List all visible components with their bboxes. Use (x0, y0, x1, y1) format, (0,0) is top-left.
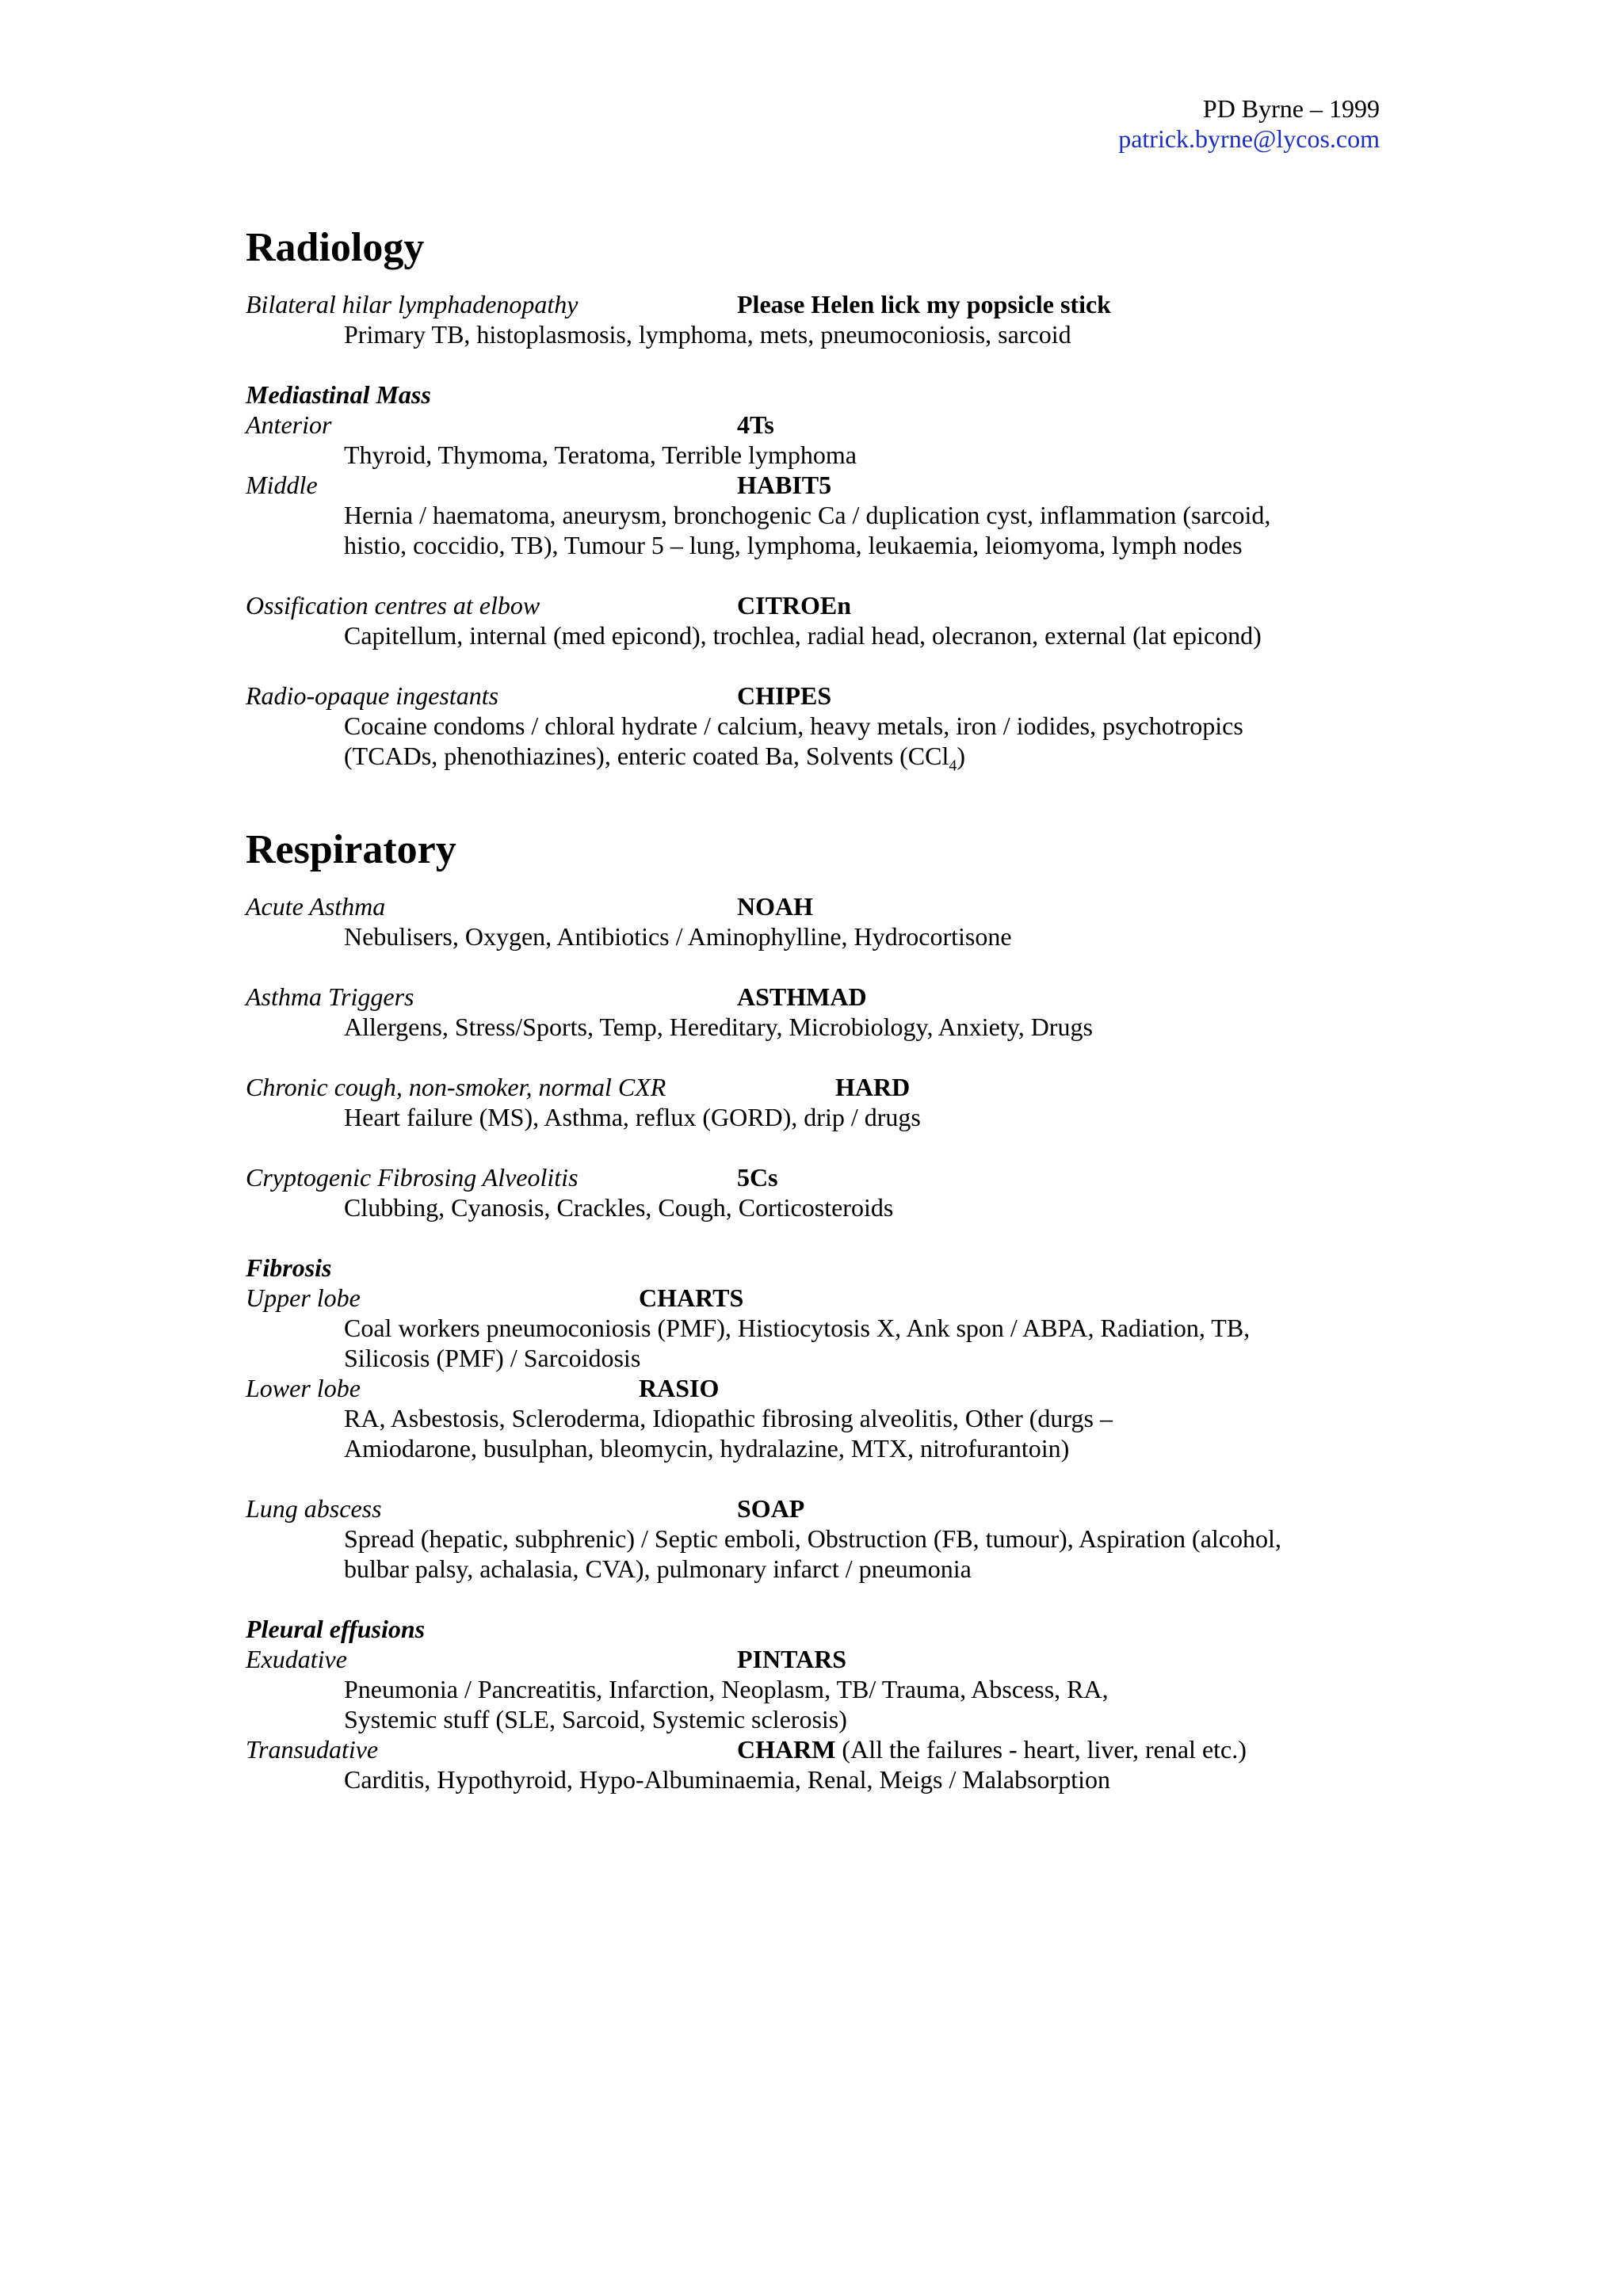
description-text: (TCADs, phenothiazines), enteric coated Ba, Solvents (CCl (344, 742, 949, 770)
entry-label: Cryptogenic Fibrosing Alveolitis (246, 1163, 579, 1192)
entry-label: Asthma Triggers (246, 982, 414, 1012)
entry-mnemonic: CHARM (737, 1735, 836, 1764)
entry-exudative (246, 1644, 1379, 1674)
entry-label: Transudative (246, 1735, 379, 1764)
entry-mnemonic: CHIPES (737, 681, 832, 710)
entry-acute-asthma (246, 891, 1379, 921)
entry-mnemonic: 4Ts (737, 410, 774, 439)
entry-description: Pneumonia / Pancreatitis, Infarction, Neoplasm, TB/ Trauma, Abscess, RA, (344, 1675, 1109, 1704)
entry-anterior (246, 410, 1379, 440)
entry-mnemonic: NOAH (737, 892, 813, 921)
email-link[interactable]: patrick.byrne@lycos.com (1118, 124, 1380, 153)
entry-description (246, 741, 1379, 780)
entry-mnemonic: Please Helen lick my popsicle stick (737, 290, 1111, 318)
entry-description: Carditis, Hypothyroid, Hypo-Albuminaemia, Renal, Meigs / Malabsorption (344, 1765, 1110, 1794)
entry-lower-lobe (246, 1373, 1379, 1403)
document-body (246, 226, 1379, 1794)
entry-mnemonic: SOAP (737, 1494, 805, 1524)
entry-description: RA, Asbestosis, Scleroderma, Idiopathic fibrosing alveolitis, Other (durgs – (344, 1404, 1113, 1433)
entry-mnemonic: HABIT5 (737, 471, 832, 499)
entry-label: Lung abscess (246, 1494, 382, 1524)
entry-mnemonic: ASTHMAD (737, 982, 867, 1012)
entry-mnemonic: CHARTS (639, 1283, 744, 1313)
entry-description: Capitellum, internal (med epicond), trochlea, radial head, olecranon, external (lat epicond) (344, 621, 1262, 650)
description-text: ) (957, 742, 966, 770)
entry-chronic-cough (246, 1072, 1379, 1102)
entry-bhl (246, 289, 1379, 319)
entry-transudative (246, 1734, 1379, 1764)
entry-label: Anterior (246, 410, 332, 439)
entry-mnemonic: PINTARS (737, 1645, 847, 1674)
entry-mnemonic: HARD (835, 1073, 911, 1102)
entry-description: Hernia / haematoma, aneurysm, bronchogenic Ca / duplication cyst, inflammation (sarcoid, (344, 501, 1271, 529)
section-title-respiratory: Respiratory (246, 827, 456, 873)
entry-label: Bilateral hilar lymphadenopathy (246, 290, 579, 318)
entry-note: (All the failures - heart, liver, renal etc.) (835, 1735, 1247, 1764)
entry-middle (246, 470, 1379, 500)
entry-description: Allergens, Stress/Sports, Temp, Hereditary, Microbiology, Anxiety, Drugs (344, 1013, 1093, 1042)
entry-description: Silicosis (PMF) / Sarcoidosis (344, 1344, 641, 1373)
entry-description: histio, coccidio, TB), Tumour 5 – lung, lymphoma, leukaemia, leiomyoma, lymph nodes (344, 531, 1243, 559)
entry-label: Lower lobe (246, 1374, 361, 1403)
subscript: 4 (949, 757, 957, 775)
entry-upper-lobe (246, 1283, 1379, 1313)
author-line: PD Byrne – 1999 (1202, 94, 1380, 123)
entry-label: Exudative (246, 1645, 347, 1674)
entry-radioopaque (246, 681, 1379, 711)
entry-lung-abscess (246, 1493, 1379, 1524)
entry-description: Clubbing, Cyanosis, Crackles, Cough, Corticosteroids (344, 1193, 894, 1222)
group-title-pleural: Pleural effusions (246, 1615, 426, 1644)
entry-description: Spread (hepatic, subphrenic) / Septic emboli, Obstruction (FB, tumour), Aspiration (alcohol, (344, 1524, 1281, 1554)
entry-description: Cocaine condoms / chloral hydrate / calcium, heavy metals, iron / iodides, psychotropics (344, 711, 1243, 740)
entry-label: Middle (246, 471, 318, 499)
entry-description: Heart failure (MS), Asthma, reflux (GORD), drip / drugs (344, 1103, 921, 1132)
entry-description: Coal workers pneumoconiosis (PMF), Histiocytosis X, Ank spon / ABPA, Radiation, TB, (344, 1314, 1251, 1343)
entry-label: Radio-opaque ingestants (246, 681, 499, 710)
entry-cfa (246, 1162, 1379, 1192)
entry-description: Systemic stuff (SLE, Sarcoid, Systemic sclerosis) (344, 1705, 847, 1734)
entry-mnemonic: CITROEn (737, 591, 852, 620)
entry-label: Chronic cough, non-smoker, normal CXR (246, 1073, 666, 1102)
entry-description: Amiodarone, busulphan, bleomycin, hydralazine, MTX, nitrofurantoin) (344, 1434, 1070, 1463)
entry-mnemonic: RASIO (639, 1374, 720, 1403)
section-title-radiology: Radiology (246, 225, 425, 270)
page-header (1118, 93, 1380, 154)
entry-label: Acute Asthma (246, 892, 386, 921)
entry-description: Primary TB, histoplasmosis, lymphoma, mets, pneumoconiosis, sarcoid (344, 320, 1071, 349)
entry-description: Nebulisers, Oxygen, Antibiotics / Aminophylline, Hydrocortisone (344, 922, 1012, 952)
entry-description: Thyroid, Thymoma, Teratoma, Terrible lymphoma (344, 441, 857, 469)
entry-asthma-triggers (246, 982, 1379, 1012)
group-title-fibrosis: Fibrosis (246, 1253, 332, 1283)
group-title-mediastinal: Mediastinal Mass (246, 380, 431, 409)
entry-mnemonic: 5Cs (737, 1163, 778, 1192)
entry-ossification (246, 590, 1379, 620)
entry-label: Ossification centres at elbow (246, 591, 540, 620)
entry-description: bulbar palsy, achalasia, CVA), pulmonary infarct / pneumonia (344, 1554, 972, 1584)
entry-label: Upper lobe (246, 1283, 361, 1313)
